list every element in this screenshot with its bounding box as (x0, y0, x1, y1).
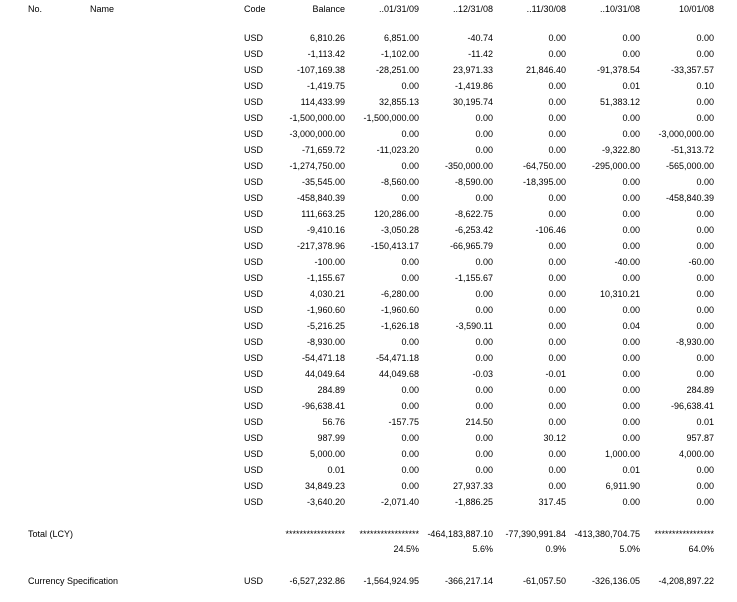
period-value: 0.00 (696, 465, 714, 475)
period-value: 0.04 (622, 321, 640, 331)
period-value: 0.00 (622, 241, 640, 251)
currency-code: USD (244, 161, 264, 171)
total-percent: 5.0% (619, 544, 640, 554)
table-row (0, 401, 737, 417)
period-value: 0.00 (696, 241, 714, 251)
period-value: 4,000.00 (678, 449, 714, 459)
balance-value: -9,410.16 (306, 225, 345, 235)
period-value: 0.00 (696, 33, 714, 43)
balance-value: -1,500,000.00 (289, 113, 345, 123)
period-value: -3,590.11 (455, 321, 493, 331)
period-value: 0.00 (475, 145, 493, 155)
table-row (0, 385, 737, 401)
currency-code: USD (244, 305, 264, 315)
period-value: 0.00 (696, 97, 714, 107)
period-value: 0.00 (475, 337, 493, 347)
column-header-currency-code: Code (244, 4, 266, 14)
period-value: 6,911.90 (605, 481, 640, 491)
total-value: ***************** (359, 529, 419, 539)
table-row (0, 433, 737, 449)
balance-value: 34,849.23 (304, 481, 345, 491)
currency-code: USD (244, 97, 264, 107)
period-value: 0.00 (475, 129, 493, 139)
period-value: -6,253.42 (454, 225, 493, 235)
period-value: 214.50 (465, 417, 493, 427)
balance-value: -5,216.25 (306, 321, 345, 331)
period-value: -157.75 (388, 417, 419, 427)
column-header-period: ..11/30/08 (526, 4, 566, 14)
period-value: -3,050.28 (380, 225, 419, 235)
currency-code: USD (244, 193, 264, 203)
period-value: 0.00 (622, 49, 640, 59)
currency-code: USD (244, 241, 264, 251)
period-value: 0.00 (548, 449, 566, 459)
period-value: 0.00 (475, 449, 493, 459)
period-value: 0.00 (475, 353, 493, 363)
period-value: -11,023.20 (376, 145, 419, 155)
period-value: 30.12 (543, 433, 566, 443)
currency-code: USD (244, 576, 264, 586)
period-value: 0.00 (696, 353, 714, 363)
total-value: -464,183,887.10 (427, 529, 493, 539)
period-value: 0.00 (475, 385, 493, 395)
period-value: -150,413.17 (370, 241, 419, 251)
period-value: 0.00 (622, 353, 640, 363)
currency-code: USD (244, 497, 264, 507)
table-row (0, 97, 737, 113)
period-value: 0.00 (475, 193, 493, 203)
table-row (0, 81, 737, 97)
table-row (0, 161, 737, 177)
period-value: -8,930.00 (675, 337, 714, 347)
total-percent: 5.6% (472, 544, 493, 554)
table-row (0, 497, 737, 513)
period-value: 0.10 (696, 81, 714, 91)
period-value: 0.00 (475, 113, 493, 123)
table-row (0, 337, 737, 353)
period-value: 284.89 (686, 385, 714, 395)
period-value: 0.00 (548, 241, 566, 251)
period-value: 0.00 (475, 289, 493, 299)
period-value: 0.00 (622, 129, 640, 139)
balance-value: 4,030.21 (309, 289, 345, 299)
period-value: 0.00 (401, 385, 419, 395)
currency-spec-value: -6,527,232.86 (289, 576, 345, 586)
period-value: -2,071.40 (380, 497, 419, 507)
currency-specification-label: Currency Specification (28, 576, 119, 586)
period-value: 0.00 (548, 321, 566, 331)
period-value: -8,622.75 (454, 209, 493, 219)
period-value: 0.00 (622, 177, 640, 187)
balance-value: 114,433.99 (300, 97, 345, 107)
period-value: 0.00 (622, 401, 640, 411)
currency-code: USD (244, 433, 264, 443)
period-value: -64,750.00 (522, 161, 566, 171)
period-value: 0.00 (696, 305, 714, 315)
period-value: -60.00 (688, 257, 714, 267)
balance-value: -1,274,750.00 (289, 161, 345, 171)
period-value: 0.00 (548, 193, 566, 203)
currency-code: USD (244, 225, 264, 235)
balance-value: -458,840.39 (296, 193, 345, 203)
balance-value: 111,663.25 (301, 209, 345, 219)
currency-code: USD (244, 81, 264, 91)
currency-spec-value: -1,564,924.95 (363, 576, 419, 586)
period-value: 0.00 (622, 305, 640, 315)
balance-value: -3,640.20 (306, 497, 345, 507)
period-value: -1,419.86 (454, 81, 493, 91)
balance-value: 56.76 (322, 417, 345, 427)
period-value: 21,846.40 (525, 65, 566, 75)
column-header-name: Name (90, 4, 115, 14)
period-value: -6,280.00 (380, 289, 419, 299)
currency-code: USD (244, 481, 264, 491)
period-value: 0.00 (401, 129, 419, 139)
currency-code: USD (244, 49, 264, 59)
period-value: 0.00 (696, 321, 714, 331)
period-value: 0.00 (548, 81, 566, 91)
period-value: -66,965.79 (449, 241, 493, 251)
table-row (0, 449, 737, 465)
period-value: -1,626.18 (380, 321, 419, 331)
period-value: 0.00 (696, 497, 714, 507)
period-value: -106.46 (535, 225, 566, 235)
period-value: 0.00 (401, 433, 419, 443)
total-label: Total (LCY) (28, 529, 74, 539)
balance-value: -100.00 (314, 257, 345, 267)
period-value: 0.00 (548, 129, 566, 139)
period-value: 0.00 (548, 465, 566, 475)
balance-value: 987.99 (317, 433, 345, 443)
total-value: ***************** (285, 529, 345, 539)
balance-value: -1,155.67 (306, 273, 345, 283)
balance-value: 44,049.64 (304, 369, 345, 379)
balance-value: 6,810.26 (309, 33, 345, 43)
period-value: 0.00 (622, 497, 640, 507)
table-row (0, 241, 737, 257)
period-value: 0.00 (622, 33, 640, 43)
period-value: -8,560.00 (380, 177, 419, 187)
currency-code: USD (244, 33, 264, 43)
period-value: 0.00 (475, 257, 493, 267)
balance-value: 284.89 (317, 385, 345, 395)
period-value: 0.00 (401, 465, 419, 475)
period-value: -11.42 (468, 49, 493, 59)
period-value: 32,855.13 (378, 97, 419, 107)
table-row (0, 305, 737, 321)
currency-code: USD (244, 257, 264, 267)
period-value: 0.00 (401, 193, 419, 203)
currency-code: USD (244, 65, 264, 75)
period-value: 44,049.68 (378, 369, 419, 379)
currency-code: USD (244, 177, 264, 187)
period-value: -565,000.00 (665, 161, 714, 171)
total-value: ***************** (654, 529, 714, 539)
currency-code: USD (244, 129, 264, 139)
period-value: 23,971.33 (452, 65, 493, 75)
balance-value: -8,930.00 (306, 337, 345, 347)
period-value: 0.00 (696, 273, 714, 283)
period-value: -9,322.80 (601, 145, 640, 155)
table-row (0, 177, 737, 193)
period-value: 0.00 (696, 369, 714, 379)
currency-spec-value: -326,136.05 (591, 576, 640, 586)
period-value: 0.00 (622, 417, 640, 427)
period-value: -40.00 (614, 257, 640, 267)
balance-value: -1,113.42 (307, 49, 345, 59)
period-value: 0.00 (401, 337, 419, 347)
period-value: 0.00 (475, 433, 493, 443)
period-value: 0.00 (696, 481, 714, 491)
column-header-period: ..12/31/08 (452, 4, 493, 14)
total-value: -77,390,991.84 (505, 529, 566, 539)
period-value: 0.00 (548, 257, 566, 267)
period-value: -91,378.54 (596, 65, 640, 75)
table-row (0, 145, 737, 161)
period-value: -1,500,000.00 (363, 113, 419, 123)
balance-value: 5,000.00 (309, 449, 345, 459)
column-header-period: ..01/31/09 (378, 4, 419, 14)
period-value: 0.00 (475, 465, 493, 475)
period-value: -54,471.18 (375, 353, 419, 363)
table-row (0, 65, 737, 81)
table-row (0, 465, 737, 481)
table-row (0, 321, 737, 337)
period-value: 0.00 (622, 113, 640, 123)
table-row (0, 273, 737, 289)
currency-code: USD (244, 353, 264, 363)
period-value: 0.00 (696, 113, 714, 123)
currency-code: USD (244, 369, 264, 379)
period-value: 27,937.33 (452, 481, 493, 491)
currency-spec-value: -4,208,897.22 (658, 576, 714, 586)
table-row (0, 369, 737, 385)
table-row (0, 49, 737, 65)
period-value: 0.00 (401, 161, 419, 171)
total-percent: 0.9% (545, 544, 566, 554)
period-value: 0.00 (622, 369, 640, 379)
period-value: 1,000.00 (604, 449, 640, 459)
balance-value: -1,960.60 (306, 305, 345, 315)
balance-value: -35,545.00 (301, 177, 345, 187)
currency-code: USD (244, 209, 264, 219)
period-value: -8,590.00 (454, 177, 493, 187)
table-row (0, 225, 737, 241)
period-value: 0.00 (548, 385, 566, 395)
balance-value: -1,419.75 (306, 81, 345, 91)
period-value: -3,000,000.00 (658, 129, 714, 139)
period-value: 0.00 (548, 353, 566, 363)
table-row (0, 257, 737, 273)
total-value: -413,380,704.75 (574, 529, 640, 539)
period-value: 0.00 (548, 417, 566, 427)
period-value: 10,310.21 (599, 289, 640, 299)
column-header-no: No. (28, 4, 43, 14)
period-value: 0.00 (622, 209, 640, 219)
period-value: -0.01 (545, 369, 566, 379)
period-value: 30,195.74 (452, 97, 493, 107)
period-value: 0.01 (696, 417, 714, 427)
period-value: 0.00 (548, 145, 566, 155)
period-value: 0.01 (622, 81, 640, 91)
balance-value: -3,000,000.00 (289, 129, 345, 139)
column-header-period: 10/01/08 (678, 4, 714, 14)
period-value: -1,886.25 (454, 497, 493, 507)
period-value: 0.00 (548, 401, 566, 411)
period-value: 0.00 (548, 33, 566, 43)
period-value: 0.00 (548, 337, 566, 347)
period-value: 0.00 (548, 481, 566, 491)
period-value: 0.00 (548, 97, 566, 107)
period-value: 0.00 (401, 81, 419, 91)
table-row (0, 353, 737, 369)
period-value: 0.00 (622, 337, 640, 347)
period-value: -96,638.41 (670, 401, 714, 411)
period-value: 957.87 (686, 433, 714, 443)
period-value: 0.00 (696, 177, 714, 187)
balance-value: -71,659.72 (301, 145, 345, 155)
currency-code: USD (244, 465, 264, 475)
period-value: -18,395.00 (522, 177, 566, 187)
period-value: -51,313.72 (670, 145, 714, 155)
table-row (0, 33, 737, 49)
period-value: 0.00 (401, 257, 419, 267)
table-row (0, 129, 737, 145)
period-value: 6,851.00 (383, 33, 419, 43)
period-value: 0.00 (548, 305, 566, 315)
currency-spec-value: -366,217.14 (444, 576, 493, 586)
column-header-period: ..10/31/08 (599, 4, 640, 14)
currency-code: USD (244, 401, 264, 411)
currency-code: USD (244, 449, 264, 459)
period-value: 0.01 (622, 465, 640, 475)
period-value: 0.00 (475, 305, 493, 315)
period-value: 0.00 (622, 225, 640, 235)
period-value: 0.00 (475, 401, 493, 411)
period-value: 51,383.12 (599, 97, 640, 107)
period-value: 0.00 (548, 113, 566, 123)
period-value: -458,840.39 (665, 193, 714, 203)
period-value: -1,960.60 (380, 305, 419, 315)
period-value: 0.00 (622, 273, 640, 283)
period-value: 0.00 (696, 225, 714, 235)
period-value: -28,251.00 (375, 65, 419, 75)
period-value: 0.00 (401, 481, 419, 491)
period-value: 0.00 (401, 449, 419, 459)
currency-code: USD (244, 145, 264, 155)
period-value: 0.00 (622, 433, 640, 443)
period-value: 120,286.00 (373, 209, 419, 219)
period-value: 0.00 (548, 289, 566, 299)
period-value: 0.00 (548, 209, 566, 219)
period-value: -1,102.00 (380, 49, 419, 59)
currency-code: USD (244, 321, 264, 331)
period-value: 0.00 (548, 273, 566, 283)
period-value: 0.00 (622, 385, 640, 395)
table-row (0, 193, 737, 209)
period-value: 0.00 (696, 289, 714, 299)
table-row (0, 209, 737, 225)
period-value: -0.03 (472, 369, 493, 379)
balance-value: 0.01 (327, 465, 345, 475)
total-percent: 24.5% (393, 544, 419, 554)
balance-value: -96,638.41 (301, 401, 345, 411)
currency-code: USD (244, 337, 264, 347)
period-value: -295,000.00 (591, 161, 640, 171)
total-percent: 64.0% (688, 544, 714, 554)
period-value: -40.74 (467, 33, 493, 43)
currency-code: USD (244, 417, 264, 427)
currency-code: USD (244, 113, 264, 123)
period-value: 0.00 (696, 49, 714, 59)
currency-code: USD (244, 385, 264, 395)
balance-value: -107,169.38 (296, 65, 345, 75)
period-value: 0.00 (401, 401, 419, 411)
period-value: 0.00 (696, 209, 714, 219)
period-value: 0.00 (401, 273, 419, 283)
currency-code: USD (244, 289, 264, 299)
period-value: 0.00 (622, 193, 640, 203)
period-value: -350,000.00 (444, 161, 493, 171)
period-value: 317.45 (538, 497, 566, 507)
period-value: -1,155.67 (454, 273, 493, 283)
period-value: 0.00 (548, 49, 566, 59)
table-row (0, 289, 737, 305)
balance-value: -54,471.18 (301, 353, 345, 363)
period-value: -33,357.57 (670, 65, 714, 75)
currency-spec-value: -61,057.50 (522, 576, 566, 586)
column-header-balance: Balance (312, 4, 345, 14)
table-row (0, 481, 737, 497)
currency-code: USD (244, 273, 264, 283)
table-row (0, 417, 737, 433)
table-row (0, 113, 737, 129)
balance-value: -217,378.96 (296, 241, 345, 251)
